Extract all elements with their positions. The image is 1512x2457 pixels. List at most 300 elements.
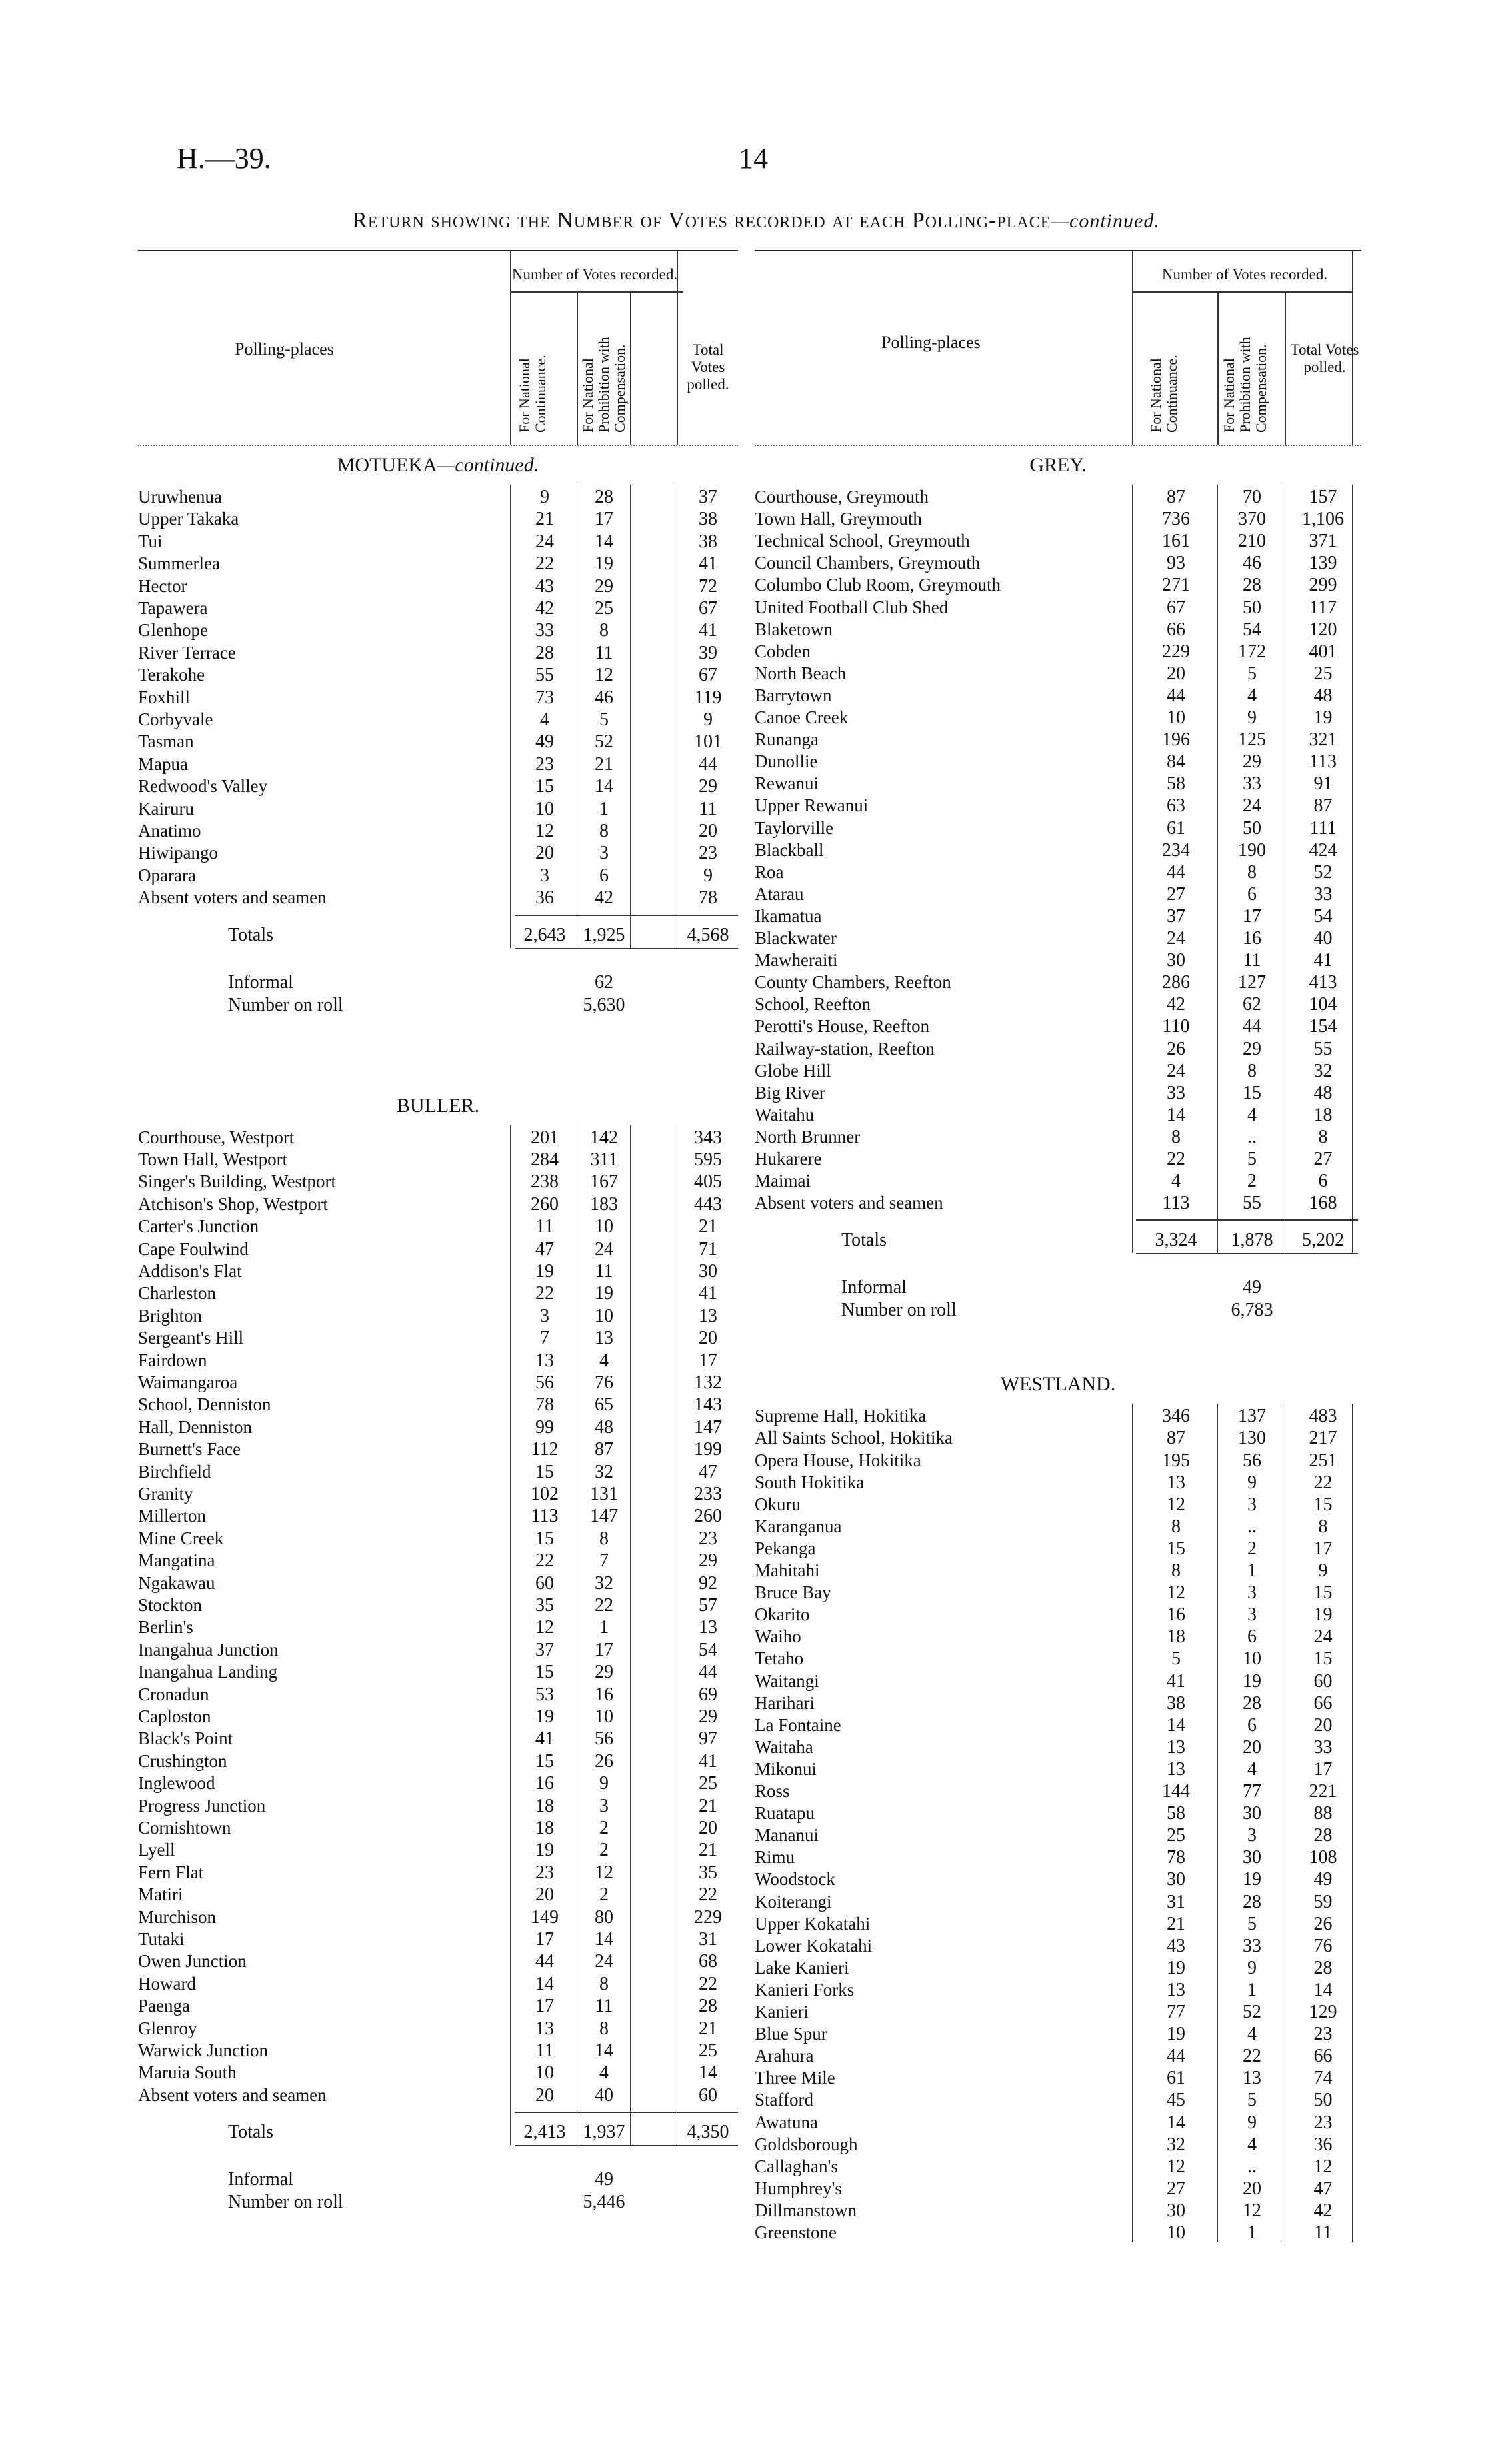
polling-place-name: Anatimo [138,821,201,841]
prohibition-votes: 77 [1243,1781,1261,1802]
totals-rule [1136,1253,1358,1254]
polling-place-name: Inangahua Landing [138,1662,278,1682]
prohibition-votes: 80 [595,1906,613,1928]
polling-place-name: Foxhill [138,687,191,707]
prohibition-votes: 24 [595,1238,613,1260]
total-votes: 38 [699,531,717,552]
total-votes: 31 [699,1929,717,1950]
total-votes: 52 [1313,861,1333,883]
total-votes: 69 [699,1684,717,1705]
column-rule [1132,485,1133,1253]
polling-place-name: County Chambers, Reefton [755,972,951,993]
polling-place-name: Uruwhenua [138,487,222,507]
polling-place-name: Maruia South [138,2062,237,2083]
polling-place-name: Supreme Hall, Hokitika [755,1406,927,1426]
prohibition-votes: 6 [599,865,609,886]
prohibition-votes: 22 [1243,2046,1261,2067]
polling-place-name: Mananui [755,1825,819,1846]
prohibition-votes: 311 [590,1149,618,1170]
polling-place-name: Waitangi [755,1670,819,1691]
table-row [755,751,1361,773]
table-row [755,1604,1361,1626]
prohibition-votes: 1 [1247,2222,1257,2243]
prohibition-votes: 10 [1243,1648,1261,1670]
prohibition-votes: 29 [1243,1038,1261,1059]
continuance-votes: 33 [535,620,554,641]
table-row [755,552,1361,574]
section-heading [138,1095,738,1117]
column-rule [1352,1404,1353,2242]
totals-rule [515,2112,738,2113]
total-votes: 60 [699,2084,717,2106]
polling-place-name: Ross [755,1781,790,1801]
prohibition-votes: 14 [595,2040,613,2061]
totals-rule [515,2145,738,2146]
total-votes: 17 [699,1350,717,1371]
informal-label: Informal [228,971,293,993]
prohibition-votes: 55 [1243,1193,1261,1214]
polling-place-name: La Fontaine [755,1714,841,1735]
table-row [755,1060,1361,1082]
polling-place-name: Opera House, Hokitika [755,1450,921,1470]
table-row [138,1795,738,1817]
total-votes-header: Total Votes polled. [687,341,729,393]
continuance-votes: 73 [535,687,554,708]
continuance-votes: 19 [535,1706,554,1727]
section-heading-text: BULLER. [396,1094,480,1117]
prohibition-votes: 29 [595,1662,613,1683]
polling-place-name: Cornishtown [138,1818,231,1838]
table-row [755,1736,1361,1758]
table-row [755,1868,1361,1890]
continuance-votes: 25 [1167,1825,1185,1846]
polling-place-name: Barrytown [755,685,832,705]
continuance-votes: 32 [1167,2134,1185,2155]
table-row [138,1305,738,1327]
table-row [138,1238,738,1260]
total-votes: 21 [699,2018,717,2039]
right-table [755,250,1361,2243]
continuance-votes: 16 [535,1773,554,1794]
national-continuance-header: For National Continuance. [516,355,549,433]
total-votes: 23 [1313,2112,1333,2133]
prohibition-votes: 19 [595,1283,613,1304]
continuance-votes: 66 [1167,619,1185,640]
total-votes: 38 [699,509,717,530]
table-row [755,817,1361,839]
prohibition-votes: 16 [1243,928,1261,949]
prohibition-votes: 28 [595,487,613,507]
total-votes: 11 [1314,2222,1332,2243]
prohibition-votes: 10 [595,1305,613,1326]
polling-place-name: Okuru [755,1494,801,1514]
column-rule [510,1125,511,2146]
continuance-votes: 195 [1162,1450,1190,1471]
table-row [138,1594,738,1616]
table-row [755,1538,1361,1560]
table-row [138,1750,738,1772]
polling-place-name: Hall, Denniston [138,1416,252,1437]
total-votes: 25 [1313,663,1333,684]
polling-place-name: School, Reefton [755,994,871,1015]
continuance-votes: 18 [535,1818,554,1838]
table-row [755,1560,1361,1582]
section-heading-text: MOTUEKA [337,454,437,476]
total-votes: 221 [1309,1781,1337,1802]
roll-label: Number on roll [228,2192,343,2213]
total-votes: 111 [1309,817,1337,839]
polling-place-name: Fairdown [138,1350,207,1370]
prohibition-votes: 2 [599,1884,609,1906]
total-votes: 1,106 [1302,509,1344,530]
total-votes: 299 [1309,575,1337,596]
polling-place-name: Waitahu [755,1104,815,1125]
grand-total: 5,202 [1302,1230,1344,1251]
polling-place-name: Absent voters and seamen [138,887,327,908]
prohibition-votes: .. [1247,1516,1257,1537]
table-row [138,1394,738,1416]
polling-place-name: Taylorville [755,817,834,838]
prohibition-votes: 44 [1243,1016,1261,1037]
prohibition-total: 1,937 [583,2122,625,2143]
table-row [138,1950,738,1972]
continuance-votes: 14 [1167,1714,1185,1736]
table-row [755,1979,1361,2001]
table-row [755,1427,1361,1449]
polling-place-name: Tapawera [138,598,208,618]
continuance-votes: 110 [1162,1016,1190,1037]
total-votes: 17 [1313,1538,1333,1559]
table-row [138,1505,738,1527]
table-row [755,1494,1361,1516]
total-votes: 104 [1309,994,1337,1015]
table-row [138,1416,738,1438]
polling-place-name: North Beach [755,663,847,683]
total-votes: 23 [699,1528,717,1549]
total-votes: 443 [694,1193,722,1215]
continuance-votes: 15 [535,1750,554,1772]
polling-place-name: Owen Junction [138,1951,247,1972]
total-votes-header: Total Votes polled. [1290,341,1359,375]
continuance-votes: 31 [1167,1891,1185,1912]
table-row [138,1772,738,1794]
total-votes: 113 [1309,751,1337,773]
prohibition-votes: 15 [1243,1082,1261,1103]
continuance-votes: 13 [1167,1979,1185,2000]
total-votes: 97 [699,1728,717,1750]
table-row [138,1171,738,1193]
polling-place-name: Mahitahi [755,1560,820,1580]
continuance-votes: 15 [1167,1538,1185,1559]
total-votes: 22 [699,1884,717,1906]
table-row [138,575,738,597]
prohibition-votes: 28 [1243,1692,1261,1714]
prohibition-votes: 147 [590,1506,618,1527]
continuance-votes: 67 [1167,597,1185,618]
prohibition-votes: 137 [1238,1406,1266,1427]
informal-label: Informal [228,2169,293,2190]
prohibition-votes: 16 [595,1684,613,1705]
totals-rule [515,915,738,916]
continuance-votes: 3 [540,1305,549,1326]
total-votes: 67 [699,598,717,619]
prohibition-votes: 12 [595,1862,613,1883]
prohibition-votes: 76 [595,1372,613,1393]
polling-places-header: Polling-places [881,333,981,352]
total-votes: 54 [1313,905,1333,927]
continuance-votes: 17 [535,1996,554,2017]
total-votes: 21 [699,1840,717,1861]
continuance-votes: 12 [1167,1494,1185,1515]
table-row [138,486,738,508]
table-row [755,839,1361,861]
total-votes: 157 [1309,487,1337,507]
polling-place-name: Tui [138,531,163,551]
table-row [755,773,1361,795]
prohibition-votes: 33 [1243,1935,1261,1956]
prohibition-votes: 33 [1243,773,1261,795]
prohibition-votes: 56 [595,1728,613,1750]
table-row [755,1913,1361,1935]
continuance-votes: 22 [535,1283,554,1304]
total-votes: 36 [1313,2134,1333,2155]
totals-label: Totals [228,2122,274,2143]
roll-label: Number on roll [841,1300,957,1321]
table-row [755,597,1361,619]
roll-label: Number on roll [228,994,343,1015]
prohibition-votes: 4 [1247,685,1257,706]
prohibition-votes: 13 [1243,2068,1261,2089]
prohibition-votes: 4 [1247,1758,1257,1780]
polling-place-name: Humphrey's [755,2178,842,2198]
prohibition-votes: 50 [1243,817,1261,839]
continuance-votes: 36 [535,887,554,909]
polling-place-name: Paenga [138,1996,190,2016]
table-row [138,1461,738,1483]
table-row [138,887,738,909]
polling-place-name: Callaghan's [755,2156,838,2176]
total-votes: 413 [1309,972,1337,993]
totals-rule [515,948,738,949]
prohibition-votes: 14 [595,776,613,797]
total-votes: 28 [1313,1957,1333,1978]
totals-row [755,1229,1361,1251]
prohibition-votes: 65 [595,1394,613,1416]
polling-place-name: Tasman [138,731,194,752]
table-row [755,619,1361,641]
total-votes: 23 [1313,2024,1333,2045]
prohibition-votes: 210 [1238,531,1266,552]
total-votes: 132 [694,1372,722,1393]
table-row [755,1670,1361,1692]
continuance-votes: 21 [535,509,554,530]
national-prohibition-header: For National Prohibition with Compensation. [579,337,628,433]
total-votes: 41 [699,553,717,575]
total-votes: 405 [694,1171,722,1193]
total-votes: 48 [1313,685,1333,706]
prohibition-votes: 29 [1243,751,1261,773]
prohibition-votes: 130 [1238,1428,1266,1449]
polling-place-name: Runanga [755,729,819,750]
table-row [755,530,1361,552]
continuance-votes: 15 [535,776,554,797]
table-row [138,1282,738,1304]
table-row [755,1802,1361,1824]
total-votes: 29 [699,776,717,797]
prohibition-votes: 46 [595,687,613,708]
continuance-votes: 47 [535,1238,554,1260]
right-table-header [755,251,1361,446]
polling-place-name: Maimai [755,1171,811,1191]
continuance-votes: 37 [535,1639,554,1660]
total-votes: 120 [1309,619,1337,640]
polling-place-name: Kanieri [755,2002,809,2022]
total-votes: 41 [699,1283,717,1304]
prohibition-votes: 3 [1247,1604,1257,1626]
prohibition-votes: 8 [599,821,609,841]
total-votes: 44 [699,1662,717,1683]
total-votes: 60 [1313,1670,1333,1692]
table-row [755,1015,1361,1037]
table-row [138,1616,738,1638]
prohibition-votes: 3 [599,843,609,864]
table-row [138,709,738,731]
column-rule [1132,1404,1133,2242]
doc-reference: H.—39. [177,142,271,175]
prohibition-votes: 29 [595,575,613,597]
polling-place-name: Lyell [138,1840,175,1860]
prohibition-votes: 3 [599,1795,609,1816]
polling-place-name: South Hokitika [755,1472,865,1492]
column-rule [1217,485,1218,1253]
table-row [755,1516,1361,1538]
polling-place-name: Town Hall, Greymouth [755,509,922,529]
polling-place-name: Glenroy [138,2018,197,2038]
prohibition-votes: 6 [1247,883,1257,905]
polling-place-name: Mikonui [755,1758,817,1779]
table-row [755,2178,1361,2200]
table-row [138,1127,738,1149]
prohibition-votes: 172 [1238,641,1266,662]
prohibition-votes: 125 [1238,729,1266,751]
total-votes: 92 [699,1572,717,1594]
continuance-votes: 99 [535,1416,554,1438]
continuance-votes: 19 [535,1840,554,1861]
table-row [755,1450,1361,1472]
continuance-votes: 24 [535,531,554,552]
polling-place-name: Awatuna [755,2112,818,2132]
continuance-votes: 20 [535,2084,554,2106]
table-row [138,1862,738,1884]
polling-place-name: Upper Rewanui [755,795,869,816]
prohibition-votes: 21 [595,753,613,775]
total-votes: 11 [699,798,717,819]
title-suffix: —continued. [1051,210,1160,232]
total-votes: 35 [699,1862,717,1883]
prohibition-votes: 20 [1243,1736,1261,1758]
polling-place-name: Railway-station, Reefton [755,1038,935,1059]
continuance-votes: 144 [1162,1781,1190,1802]
table-row [138,775,738,797]
table-row [755,1935,1361,1957]
total-votes: 147 [694,1416,722,1438]
continuance-votes: 12 [1167,2156,1185,2177]
prohibition-votes: 22 [595,1595,613,1616]
section-heading-text: WESTLAND. [1000,1373,1116,1396]
prohibition-votes: 19 [1243,1869,1261,1890]
polling-place-name: Roa [755,861,784,882]
prohibition-votes: 1 [1247,1979,1257,2000]
prohibition-votes: 2 [1247,1538,1257,1559]
national-continuance-header: For National Continuance. [1147,355,1180,433]
prohibition-votes: 32 [595,1461,613,1482]
total-votes: 76 [1313,1935,1333,1956]
continuance-votes: 18 [535,1795,554,1816]
continuance-votes: 238 [531,1171,559,1193]
section-heading-suffix: —continued. [437,454,539,476]
total-votes: 251 [1309,1450,1337,1471]
polling-place-name: Ikamatua [755,905,822,926]
polling-place-name: Waitaha [755,1736,813,1757]
table-row [755,1891,1361,1913]
total-votes: 12 [1313,2156,1333,2177]
polling-place-name: Harihari [755,1692,815,1713]
continuance-votes: 30 [1167,2200,1185,2221]
continuance-votes: 17 [535,1929,554,1950]
continuance-votes: 23 [535,753,554,775]
total-votes: 27 [1313,1149,1333,1169]
total-votes: 108 [1309,1847,1337,1868]
section-heading-text: GREY. [1029,454,1087,476]
continuance-votes: 49 [535,731,554,753]
table-row [755,2222,1361,2244]
polling-place-name: Cape Foulwind [138,1238,249,1259]
continuance-votes: 234 [1162,839,1190,861]
continuance-votes: 60 [535,1572,554,1594]
polling-place-name: Progress Junction [138,1795,266,1816]
prohibition-votes: 9 [1247,2112,1257,2133]
continuance-votes: 78 [1167,1847,1185,1868]
column-rule [1217,1404,1218,2242]
total-votes: 39 [699,642,717,663]
table-row [755,949,1361,971]
total-votes: 101 [694,731,722,753]
total-votes: 233 [694,1484,722,1504]
prohibition-votes: 7 [599,1550,609,1572]
polling-place-name: Absent voters and seamen [138,2084,327,2105]
prohibition-votes: 4 [1247,2134,1257,2155]
continuance-votes: 22 [535,1550,554,1572]
table-row [138,687,738,709]
polling-place-name: Mapua [138,753,188,774]
polling-place-name: School, Denniston [138,1394,271,1415]
total-votes: 48 [1313,1082,1333,1103]
table-row [755,1692,1361,1714]
total-votes: 401 [1309,641,1337,662]
polling-place-name: Stockton [138,1595,203,1615]
table-row [755,1405,1361,1427]
table-row [138,820,738,842]
continuance-votes: 26 [1167,1038,1185,1059]
polling-place-name: Courthouse, Westport [138,1127,295,1147]
table-row [138,597,738,619]
continuance-votes: 112 [531,1439,559,1460]
continuance-votes: 14 [1167,2112,1185,2133]
polling-place-name: Dunollie [755,751,818,772]
total-votes: 154 [1309,1016,1337,1037]
prohibition-votes: 50 [1243,597,1261,618]
prohibition-votes: 4 [599,2062,609,2084]
